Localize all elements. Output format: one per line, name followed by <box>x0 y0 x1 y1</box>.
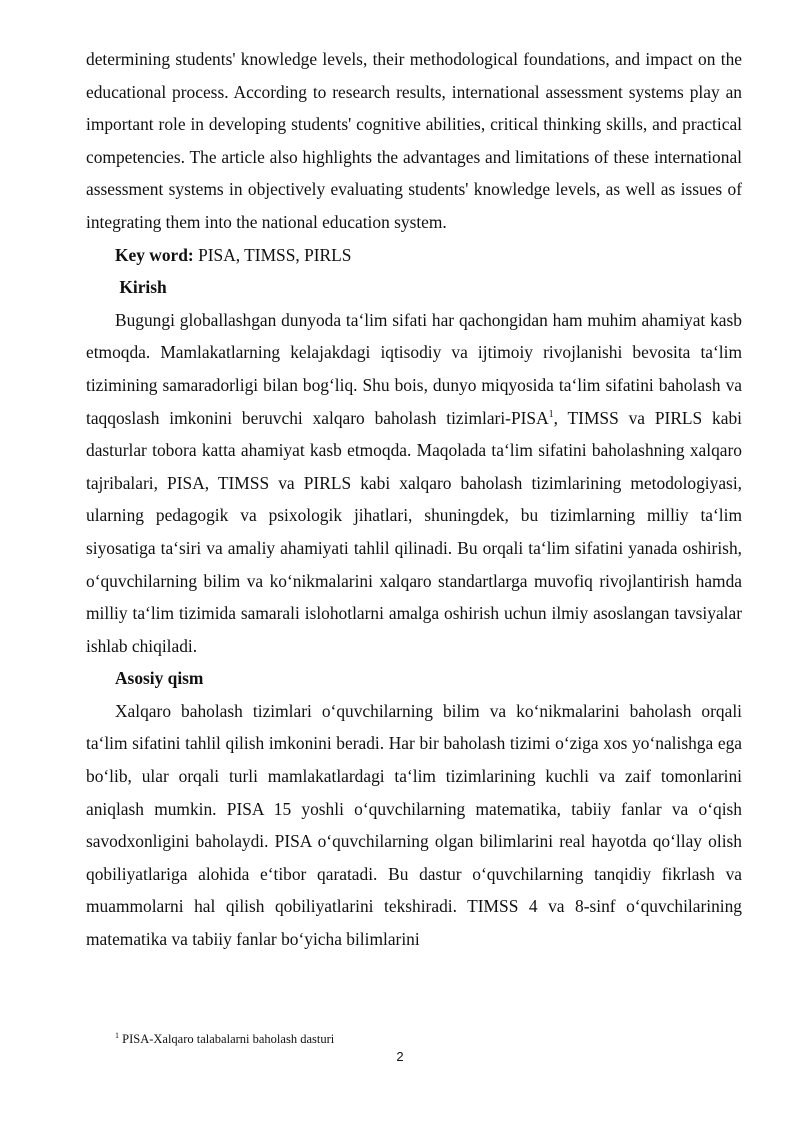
main-paragraph: Xalqaro baholash tizimlari o‘quvchilarning bilim va ko‘nikmalarini baholash orqali ta‘lim sifatini tahlil qilish imkonini beradi. Har bir baholash tizimi o‘ziga xos yo‘nalishga ega bo‘lib, ular orqali turli mamlakatlardagi ta‘lim tizimlarining kuchli va zaif tomonlarini aniqlash mumkin. PISA 15 yoshli o‘quvchilarning matematika, tabiiy fanlar va o‘qish savodxonligini baholaydi. PISA o‘quvchilarning olgan bilimlarini real hayotda qo‘llay olish qobiliyatlariga alohida e‘tibor qaratadi. Bu dastur o‘quvchilarning tanqidiy fikrlash va muammolarni hal qilish qobiliyatlarini tekshiradi. TIMSS 4 va 8-sinf o‘quvchilarining matematika va tabiiy fanlar bo‘yicha bilimlarini <box>86 700 742 950</box>
intro-paragraph <box>86 304 742 663</box>
footnote-mark: 1 <box>115 1030 119 1040</box>
keywords-value: PISA, TIMSS, PIRLS <box>193 244 352 265</box>
main-heading: Asosiy qism <box>115 668 204 689</box>
footnote <box>115 1031 334 1047</box>
keywords-line <box>86 239 742 272</box>
intro-text-part1: Bugungi globallashgan dunyoda ta‘lim sifati har qachongidan ham muhim ahamiyat kasb etmoqda. Mamlakatlarning kelajakdagi iqtisodiy va ijtimoiy rivojlanishi bevosita ta‘lim tizimining samaradorligi bilan bog‘liq. Shu bois, dunyo miqyosida ta‘lim sifatini baholash va taqqoslash imkonini beruvchi xalqaro baholash tizimlari-PISA <box>86 309 742 428</box>
abstract-paragraph: determining students' knowledge levels, their methodological foundations, and impact on the educational process. According to research results, international assessment systems play an important role in developing students' cognitive abilities, critical thinking skills, and practical competencies. The article also highlights the advantages and limitations of these international assessment systems in objectively evaluating students' knowledge levels, as well as issues of integrating them into the national education system. <box>86 49 742 232</box>
page-number: 2 <box>396 1049 404 1064</box>
keywords-label: Key word: <box>115 244 194 265</box>
footnote-text: PISA-Xalqaro talabalarni baholash dasturi <box>119 1032 335 1046</box>
page-body <box>86 43 742 956</box>
footnote-reference[interactable]: 1 <box>548 408 554 420</box>
intro-heading: Kirish <box>119 277 167 298</box>
intro-text-part2: , TIMSS va PIRLS kabi dasturlar tobora katta ahamiyat kasb etmoqda. Maqolada ta‘lim sifatini baholashning xalqaro tajribalari, PISA, TIMSS va PIRLS kabi xalqaro baholash tizimlarining metodologiyasi, ularning pedagogik va psixologik jihatlari, shuningdek, bu tizimlarning milliy ta‘lim siyosatiga ta‘siri va amaliy ahamiyati tahlil qilinadi. Bu orqali ta‘lim sifatini yanada oshirish, o‘quvchilarning bilim va ko‘nikmalarini xalqaro standartlarga muvofiq rivojlantirish hamda milliy ta‘lim tizimida samarali islohotlarni amalga oshirish uchun ilmiy asoslangan tavsiyalar ishlab chiqiladi. <box>86 407 742 656</box>
